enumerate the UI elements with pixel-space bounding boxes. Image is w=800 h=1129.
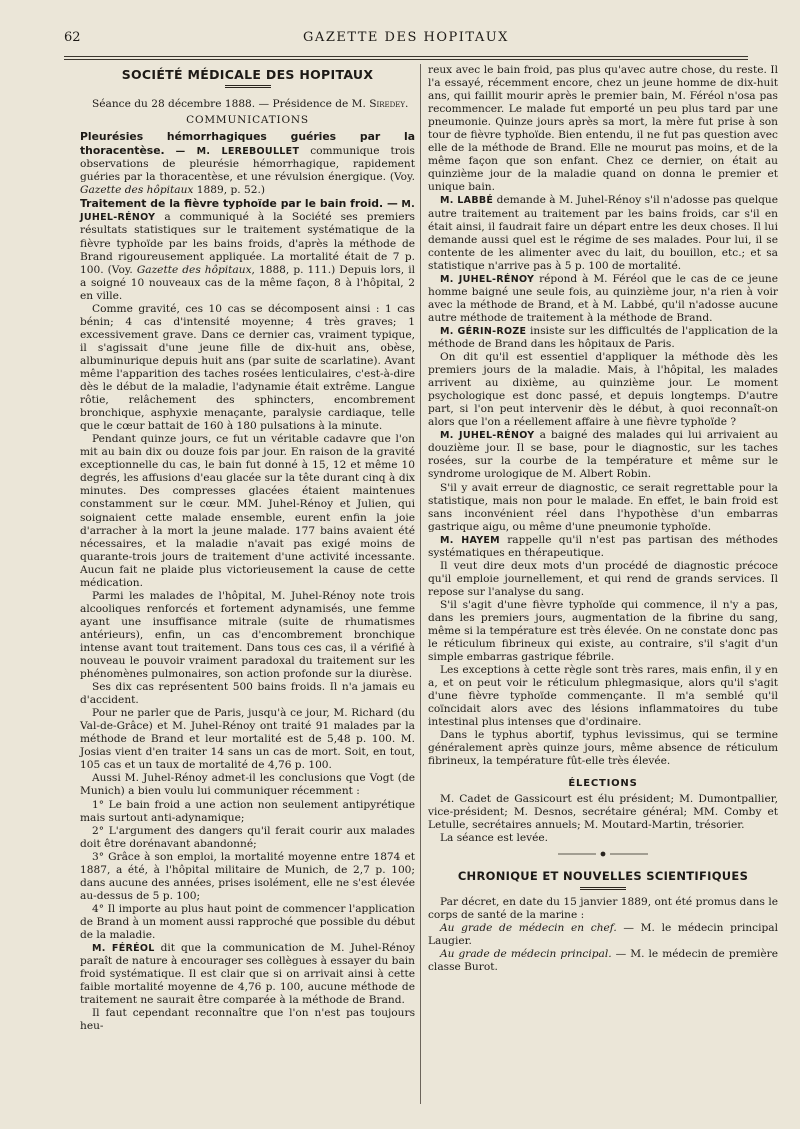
page-number: 62 [64,30,81,45]
paragraph: M. HAYEM rappelle qu'il n'est pas partisan des méthodes systématiques en thérapeutique. [428,533,778,559]
paragraph: Ses dix cas représentent 500 bains froids. Il n'a jamais eu d'accident. [80,681,415,707]
paragraph: reux avec le bain froid, pas plus qu'avec autre chose, du reste. Il l'a essayé, récemment encore, chez un jeune homme de dix-huit ans, qui faillit mourir après le premier bain, M. Féréol n'osa pas recommencer. Le malade fut emporté un peu plus tard par une pneumonie. Quinze jours après sa mort, la mère fut prise à son tour de fièvre typhoïde. Bien entendu, il ne fut pas question avec elle de la méthode de Brand. Elle ne mourut pas moins, et de la même façon que son enfant. Chez ce dernier, on était au quinzième jour de la maladie quand on donna le premier et unique bain. [428,64,778,194]
paragraph: 4° Il importe au plus haut point de commencer l'application de Brand à un moment aussi rapproché que possible du début de la maladie. [80,902,415,941]
paragraph: On dit qu'il est essentiel d'appliquer la méthode dès les premiers jours de la maladie. Mais, à l'hôpital, les malades arrivent au dixième, au quinzième jour. Le moment psychologique est donc passé, et depuis longtemps. D'autre part, si l'on peut intervenir dès le début, à quoi reconnaît-on alors que l'on a réellement affaire à une fièvre typhoïde ? [428,351,778,429]
paragraph: Par décret, en date du 15 janvier 1889, ont été promus dans le corps de santé de la marine : [428,895,778,921]
paragraph: M. JUHEL-RÉNOY répond à M. Féréol que le cas de ce jeune homme baigné une seule fois, au quinzième jour, n'a rien à voir avec la méthode de Brand, et à M. Labbé, qu'il n'adosse aucune autre méthode de traitement à la méthode de Brand. [428,272,778,324]
paragraph: Pendant quinze jours, ce fut un véritable cadavre que l'on mit au bain dix ou douze fois par jour. En raison de la gravité exceptionnelle du cas, le bain fut donné à 15, 12 et même 10 degrés, les affusions d'eau glacée sur la tête durant cinq à dix minutes. Des compresses glacées étaient maintenues constamment sur le cœur. MM. Juhel-Rénoy et Julien, qui soignaient cette malade ensemble, eurent enfin la joie d'arracher à la mort la jeune malade. 177 bains avaient été nécessaires, et la maladie n'avait pas exigé moins de quarante-trois jours de traitement d'une activité incessante. Aucun fait ne plaide plus victorieusement la cause de cette médication. [80,433,415,589]
left-column [80,64,415,1033]
paragraph: 2° L'argument des dangers qu'il ferait courir aux malades doit être dorénavant abandonné; [80,824,415,850]
paragraph: Il veut dire deux mots d'un procédé de diagnostic précoce qu'il emploie journellement, et qui rend de grands services. Il repose sur l'analyse du sang. [428,559,778,598]
paragraph: Il faut cependant reconnaître que l'on n'est pas toujours heu- [80,1007,415,1033]
paragraph: Les exceptions à cette règle sont très rares, mais enfin, il y en a, et on peut voir le réticulum phlegmasique, alors qu'il s'agit d'une fièvre typhoïde commençante. Il m'a semblé qu'il coïncidait alors avec des lésions inflammatoires du tube intestinal plus intenses que d'ordinaire. [428,664,778,729]
paragraph: Au grade de médecin principal. — M. le médecin de première classe Burot. [428,948,778,974]
paragraph: Pleurésies hémorrhagiques guéries par la thoracentèse. — M. LEREBOULLET communique trois observations de pleurésie hémorrhagique, rapidement guéries par la thoracentèse, et une révulsion énergique. (Voy. Gazette des hôpitaux 1889, p. 52.) [80,130,415,197]
chronique-rule [580,887,626,890]
paragraph: M. JUHEL-RÉNOY a baigné des malades qui lui arrivaient au douzième jour. Il se base, pour le diagnostic, sur les taches rosées, sur la courbe de la température et même sur le syndrome urologique de M. Albert Robin. [428,429,778,481]
elections-heading: ÉLECTIONS [568,777,638,789]
paragraph: Pour ne parler que de Paris, jusqu'à ce jour, M. Richard (du Val-de-Grâce) et M. Juhel-Rénoy ont traité 91 malades par la méthode de Brand et leur mortalité est de 5,48 p. 100. M. Josias vient d'en traiter 14 sans un cas de mort. Soit, en tout, 105 cas et un taux de mortalité de 4,76 p. 100. [80,707,415,772]
paragraph: M. GÉRIN-ROZE insiste sur les difficultés de l'application de la méthode de Brand dans les hôpitaux de Paris. [428,324,778,350]
right-column [428,64,778,974]
paragraph: M. LABBÉ demande à M. Juhel-Rénoy s'il n'adosse pas quelque autre traitement au traitement par les bains froids, car s'il en était ainsi, il faudrait faire un départ entre les deux choses. Il lui demande aussi quel est le régime de ses malades. Pour lui, il se contente de les alimenter avec du lait, du bouillon, etc.; et sa statistique n'arrive pas à 5 p. 100 de mortalité. [428,194,779,272]
paragraph: Parmi les malades de l'hôpital, M. Juhel-Rénoy note trois alcooliques renforcés et fortement adynamisés, une femme ayant une insuffisance mitrale (suite de rhumatismes antérieurs), enfin, un cas d'encombrement bronchique intense avant tout traitement. Dans tous ces cas, il a vérifié à nouveau le pouvoir vraiment paradoxal du traitement sur les phénomènes pulmonaires, son action profonde sur la diurèse. [80,589,415,681]
paragraph: Dans le typhus abortif, typhus levissimus, qui se termine généralement après quinze jours, même absence de réticulum fibrineux, la température fût-elle très élevée. [428,729,778,768]
communications-heading: COMMUNICATIONS [186,114,309,127]
paragraph: M. FÉRÉOL dit que la communication de M. Juhel-Rénoy paraît de nature à encourager ses collègues à essayer du bain froid systématique. Il est clair que si on arrivait ainsi à cette faible mortalité moyenne de 4,76 p. 100, aucune méthode de traitement ne saurait être comparée à la méthode de Brand. [80,942,416,1007]
paragraph: Comme gravité, ces 10 cas se décomposent ainsi : 1 cas bénin; 4 cas d'intensité moyenne; 4 très graves; 1 excessivement grave. Dans ce dernier cas, vraiment typique, il s'agissait d'une jeune fille de dix-huit ans, obèse, albuminurique depuis huit ans (par suite de scarlatine). Avant même l'apparition des taches rosées lenticulaires, c'est-à-dire dès le début de la maladie, l'adynamie était extrême. Langue rôtie, relâchement des sphincters, encombrement bronchique, asphyxie menaçante, paralysie cardiaque, telle que le cœur battait de 160 à 180 pulsations à la minute. [80,302,415,433]
section-title: SOCIÉTÉ MÉDICALE DES HOPITAUX [121,67,374,82]
paragraph: S'il y avait erreur de diagnostic, ce serait regrettable pour la statistique, mais non pour le malade. En effet, le bain froid est sans inconvénient réel dans l'hypothèse d'un embarras gastrique aigu, ou même d'une pneumonie typhoïde. [428,481,778,533]
header-rule [64,56,748,60]
ornament-divider [428,849,778,862]
paragraph: 1° Le bain froid a une action non seulement antipyrétique mais surtout anti-adynamique; [80,798,415,824]
page-header [64,28,748,48]
paragraph: Traitement de la fièvre typhoïde par le bain froid. — M. JUHEL-RÉNOY a communiqué à la Société ses premiers résultats statistiques sur le traitement systématique de la fièvre typhoïde par les bains froids, d'après la méthode de Brand rigoureusement appliquée. La mortalité était de 7 p. 100. (Voy. Gazette des hôpitaux, 1888, p. 111.) Depuis lors, il a soigné 10 nouveaux cas de la même façon, 8 à l'hôpital, 2 en ville. [80,197,415,302]
paragraph: Au grade de médecin en chef. — M. le médecin principal Laugier. [428,921,778,947]
title-rule [225,85,271,88]
chronique-heading: CHRONIQUE ET NOUVELLES SCIENTIFIQUES [457,868,749,883]
journal-title: GAZETTE DES HOPITAUX [303,30,509,45]
paragraph: S'il s'agit d'une fièvre typhoïde qui commence, il n'y a pas, dans les premiers jours, augmentation de la fibrine du sang, même si la température est très élevée. On ne constate donc pas le réticulum fibrineux qui existe, au contraire, s'il s'agit d'un simple embarras gastrique fébrile. [428,598,778,664]
seance-line: Séance du 28 décembre 1888. — Présidence de M. Siredey. [92,98,409,111]
column-divider [420,64,421,1104]
ornament-icon [558,851,648,857]
paragraph: 3° Grâce à son emploi, la mortalité moyenne entre 1874 et 1887, a été, à l'hôpital militaire de Munich, de 2,7 p. 100; dans aucune des années, prises isolément, elle ne s'est élevée au-dessus de 5 p. 100; [80,850,415,902]
paragraph: M. Cadet de Gassicourt est élu président; M. Dumontpallier, vice-président; M. Desnos, secrétaire général; MM. Comby et Letulle, secrétaires annuels; M. Moutard-Martin, trésorier. [428,792,778,831]
paragraph: La séance est levée. [440,831,549,844]
paragraph: Aussi M. Juhel-Rénoy admet-il les conclusions que Vogt (de Munich) a bien voulu lui communiquer récemment : [80,772,415,798]
